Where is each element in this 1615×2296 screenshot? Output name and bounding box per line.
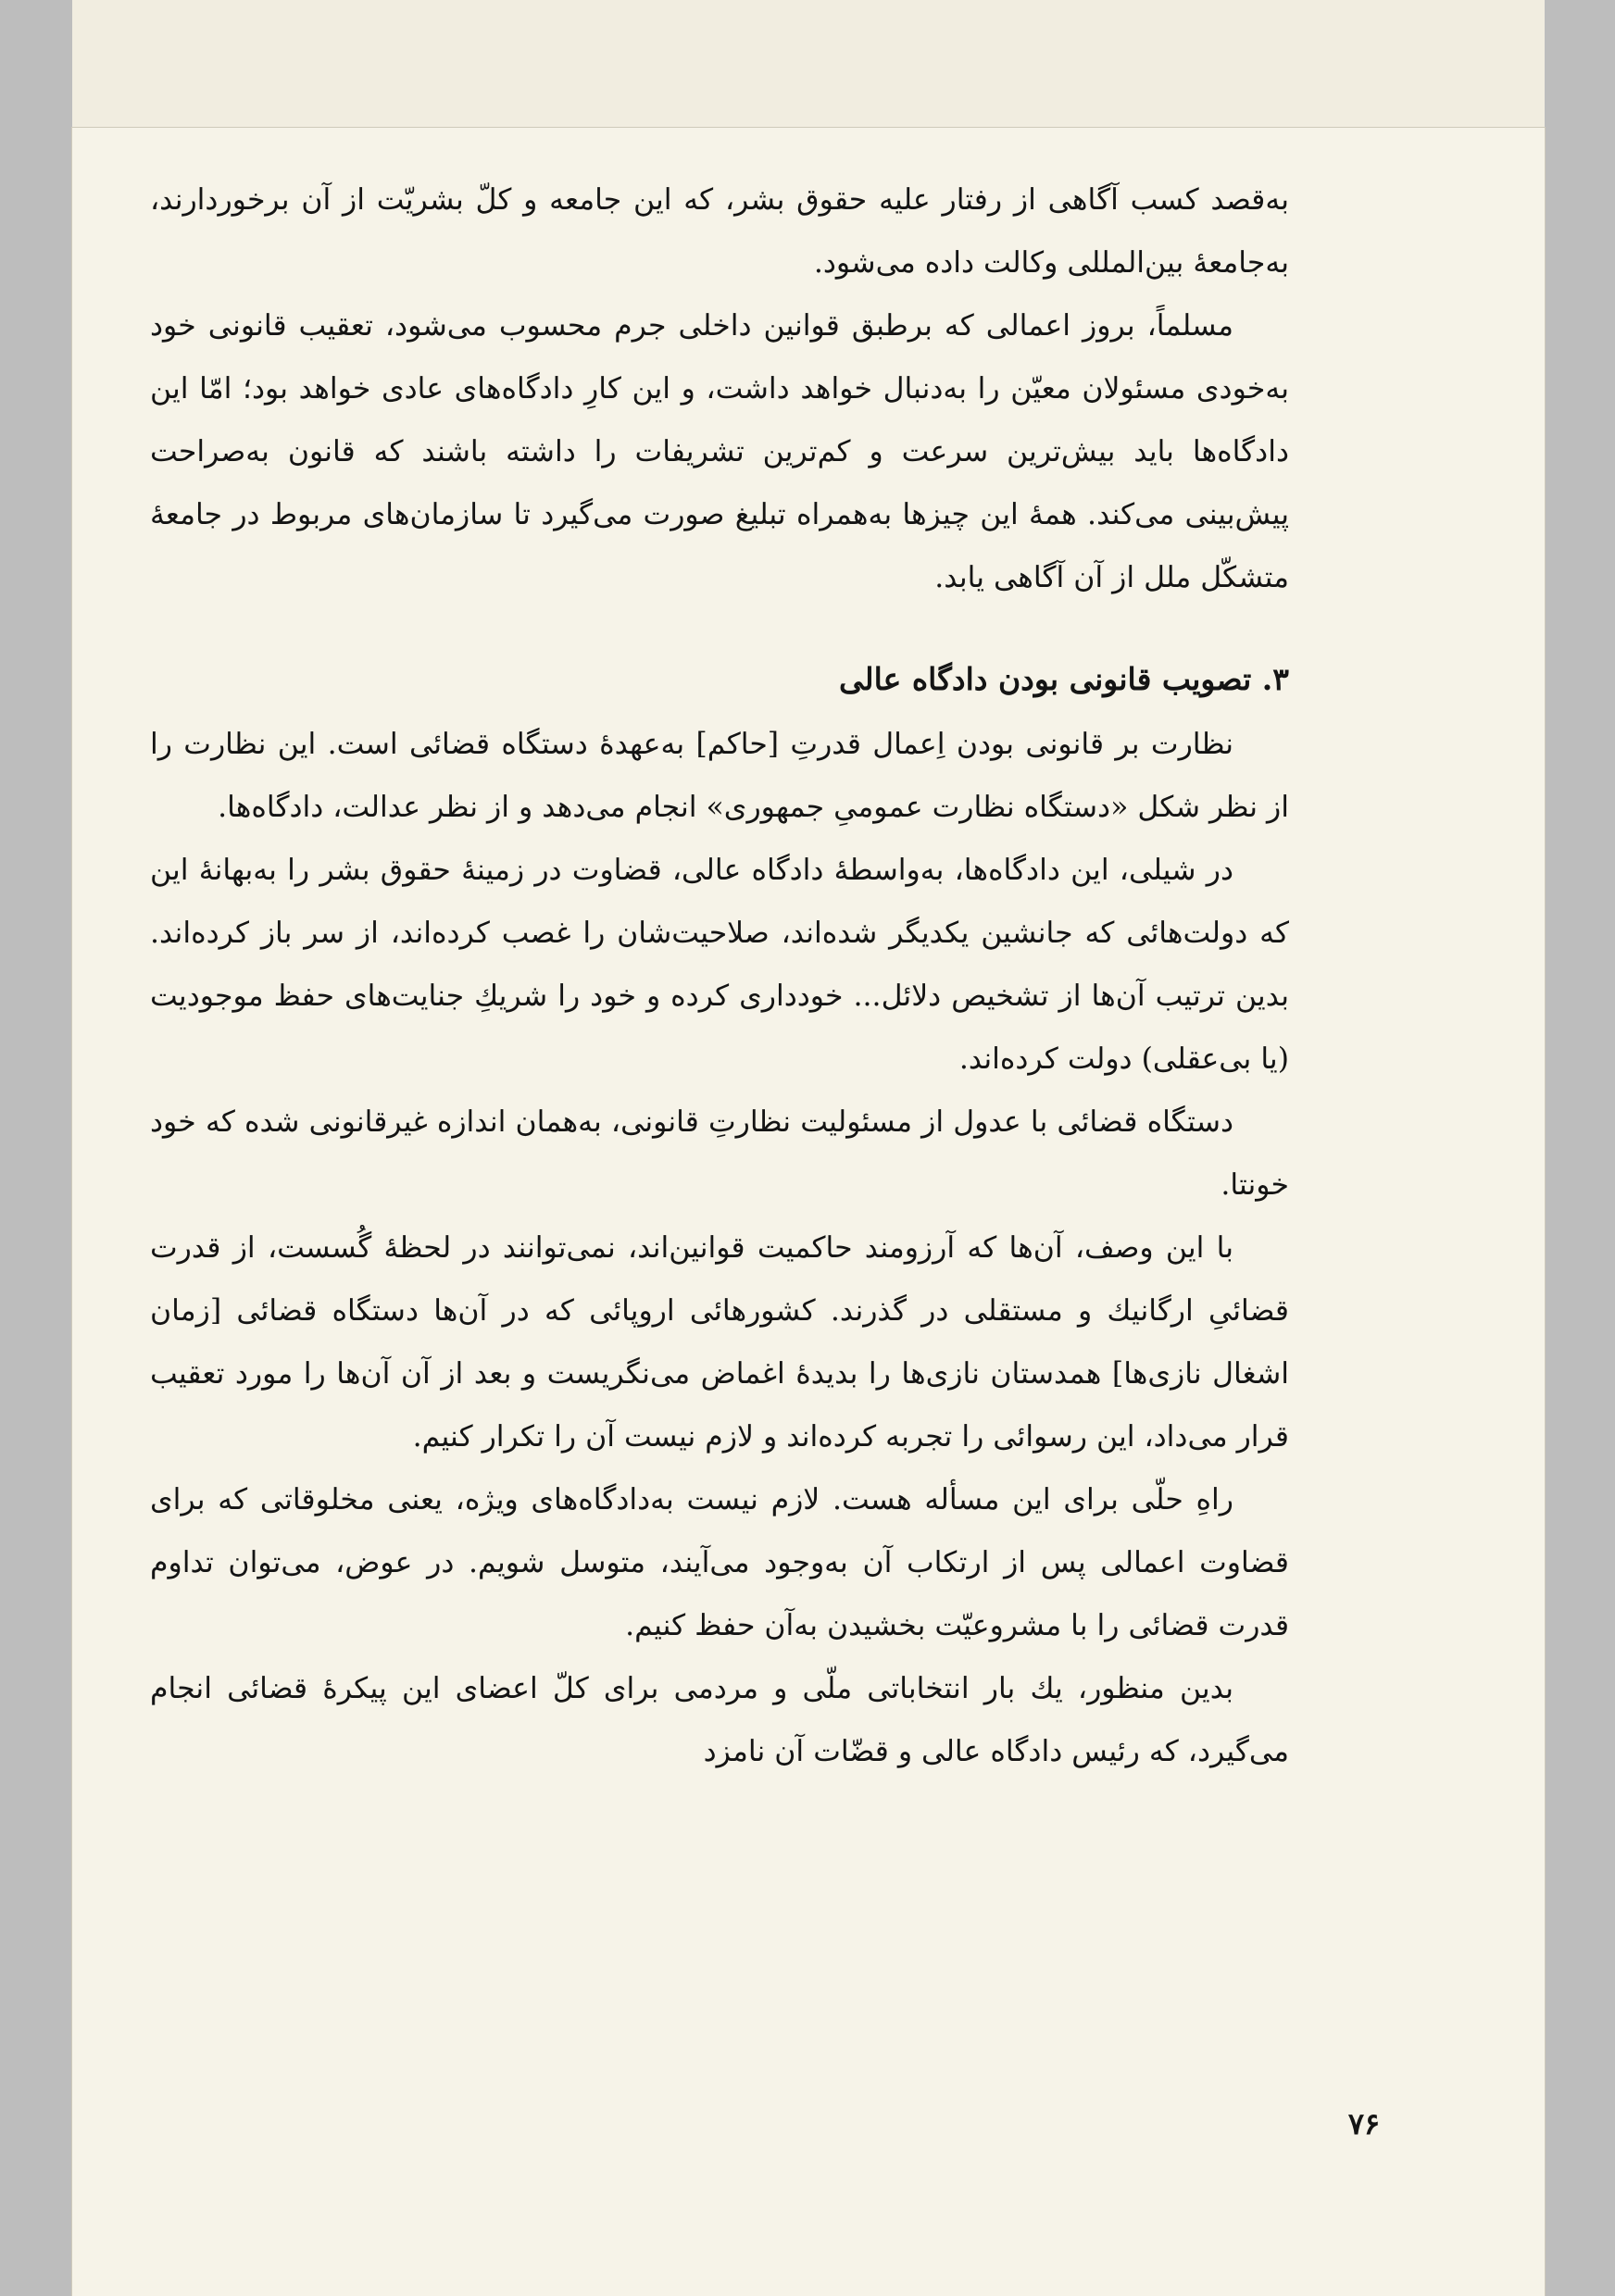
section-heading: ۳. تصویب قانونی بودن دادگاه عالی (839, 661, 1289, 697)
page-number: ۷۶ (1347, 2106, 1381, 2141)
paragraph: در شیلی، این دادگاه‌ها، به‌واسطهٔ دادگاه عالی، قضاوت در زمینهٔ حقوق بشر را به‌بهانهٔ این که دولت‌هائی که جانشین یکدیگر شده‌اند، صلاحیت‌شان را غصب کرده‌اند، از سر باز کرده‌اند. بدین ترتیب آن‌ها از تشخیص دلائل... خودداری کرده و خود را شریكِ جنایت‌های حفظ موجودیت (یا بی‌عقلی) دولت کرده‌اند. (150, 854, 1289, 1076)
page-text (150, 168, 1289, 1783)
paragraph: راهِ حلّی برای این مسأله هست. لازم نیست به‌دادگاه‌های ویژه، یعنی مخلوقاتی که برای قضاوت اعمالی پس از ارتکاب آن به‌وجود می‌آیند، متوسل شویم. در عوض، می‌توان تداوم قدرت قضائی را با مشروعیّت بخشیدن به‌آن حفظ کنیم. (150, 1483, 1289, 1642)
paragraph: نظارت بر قانونی بودن اِعمال قدرتِ [حاکم] به‌عهدهٔ دستگاه قضائی است. این نظارت را از نظر شکل «دستگاه نظارت عمومیِ جمهوری» انجام می‌دهد و از نظر عدالت، دادگاه‌ها. (150, 728, 1289, 824)
paragraph: دستگاه قضائی با عدول از مسئولیت نظارتِ قانونی، به‌همان اندازه غیرقانونی شده که خود خونتا. (150, 1105, 1289, 1202)
paragraph: مسلماً، بروز اعمالی که برطبق قوانین داخلی جرم محسوب می‌شود، تعقیب قانونی خود به‌خودی مسئولان معیّن را به‌دنبال خواهد داشت، و این کارِ دادگاه‌های عادی خواهد بود؛ امّا این دادگاه‌ها باید بیش‌ترین سرعت و کم‌ترین تشریفات را داشته باشند که قانون به‌صراحت پیش‌بینی می‌کند. همهٔ این چیزها به‌همراه تبلیغ صورت می‌گیرد تا سازمان‌های مربوط در جامعهٔ متشکّل ملل از آن آگاهی یابد. (150, 309, 1289, 594)
paragraph: با این وصف، آن‌ها که آرزومند حاکمیت قوانین‌اند، نمی‌توانند در لحظهٔ گُسست، از قدرت قضائیِ ارگانیك و مستقلی در گذرند. کشورهائی اروپائی که در آن‌ها دستگاه قضائی [زمان اشغال نازی‌ها] همدستان نازی‌ها را بدیدهٔ اغماض می‌نگریست و بعد از آن آن‌ها را مورد تعقیب قرار می‌داد، این رسوائی را تجربه کرده‌اند و لازم نیست آن را تکرار کنیم. (150, 1231, 1289, 1454)
paragraph: بدین منظور، یك بار انتخاباتی ملّی و مردمی برای کلّ اعضای این پیکرهٔ قضائی انجام می‌گیرد، که رئیس دادگاه عالی و قضّات آن نامزد (150, 1672, 1289, 1768)
paper-top-strip (72, 0, 1545, 129)
paragraph: به‌قصد کسب آگاهی از رفتار علیه حقوق بشر، که این جامعه و کلّ بشریّت از آن برخوردارند، به‌جامعهٔ بین‌المللی وکالت داده می‌شود. (150, 183, 1289, 280)
